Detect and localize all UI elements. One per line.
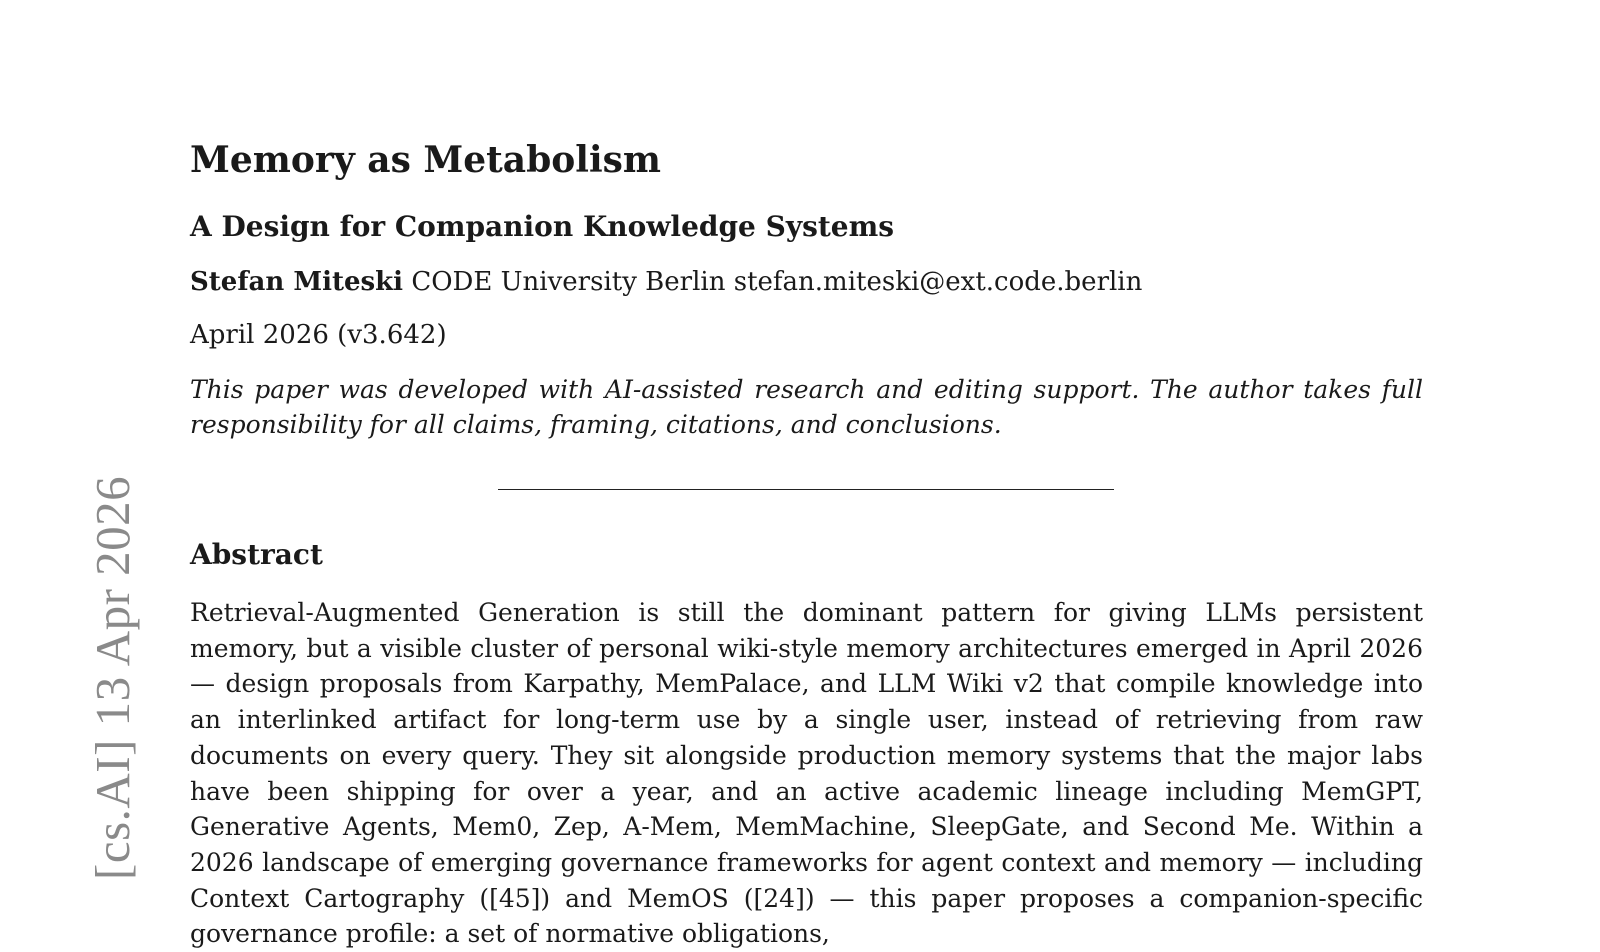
author-email[interactable]: stefan.miteski@ext.code.berlin xyxy=(733,267,1143,297)
paper-subtitle: A Design for Companion Knowledge Systems xyxy=(190,210,894,243)
author-name: Stefan Miteski xyxy=(190,267,404,297)
abstract-text: Retrieval-Augmented Generation is still the dominant pattern for giving LLMs persistent memory, but a visible cluster of personal wiki-style memory architectures emerged in April 2026 — design proposals from Karpathy, MemPalace, and LLM Wiki v2 that compile knowledge into an interlinked artifact for long-term use by a single user, instead of retrieving from raw documents on every query. They sit alongside production memory systems that the major labs have been shipping for over a year, and an active academic lineage including MemGPT, Generative Agents, Mem0, Zep, A-Mem, MemMachine, SleepGate, and Second Me. Within a 2026 landscape of emerging governance frameworks for agent context and memory — including Context Cartography ([45]) and MemOS ([24]) — this paper proposes a companion-specific governance profile: a set of normative obligations, xyxy=(190,598,1423,949)
section-divider xyxy=(498,489,1114,490)
paper-title: Memory as Metabolism xyxy=(190,139,662,181)
author-line xyxy=(190,267,1142,297)
author-affiliation: CODE University Berlin xyxy=(411,267,726,297)
date-version: April 2026 (v3.642) xyxy=(190,320,447,350)
abstract-heading: Abstract xyxy=(190,538,323,571)
arxiv-side-stamp: [cs.AI] 13 Apr 2026 xyxy=(85,475,140,880)
ai-disclaimer: This paper was developed with AI-assisted research and editing support. The author takes full responsibility for all claims, framing, citations, and conclusions. xyxy=(190,375,1423,439)
